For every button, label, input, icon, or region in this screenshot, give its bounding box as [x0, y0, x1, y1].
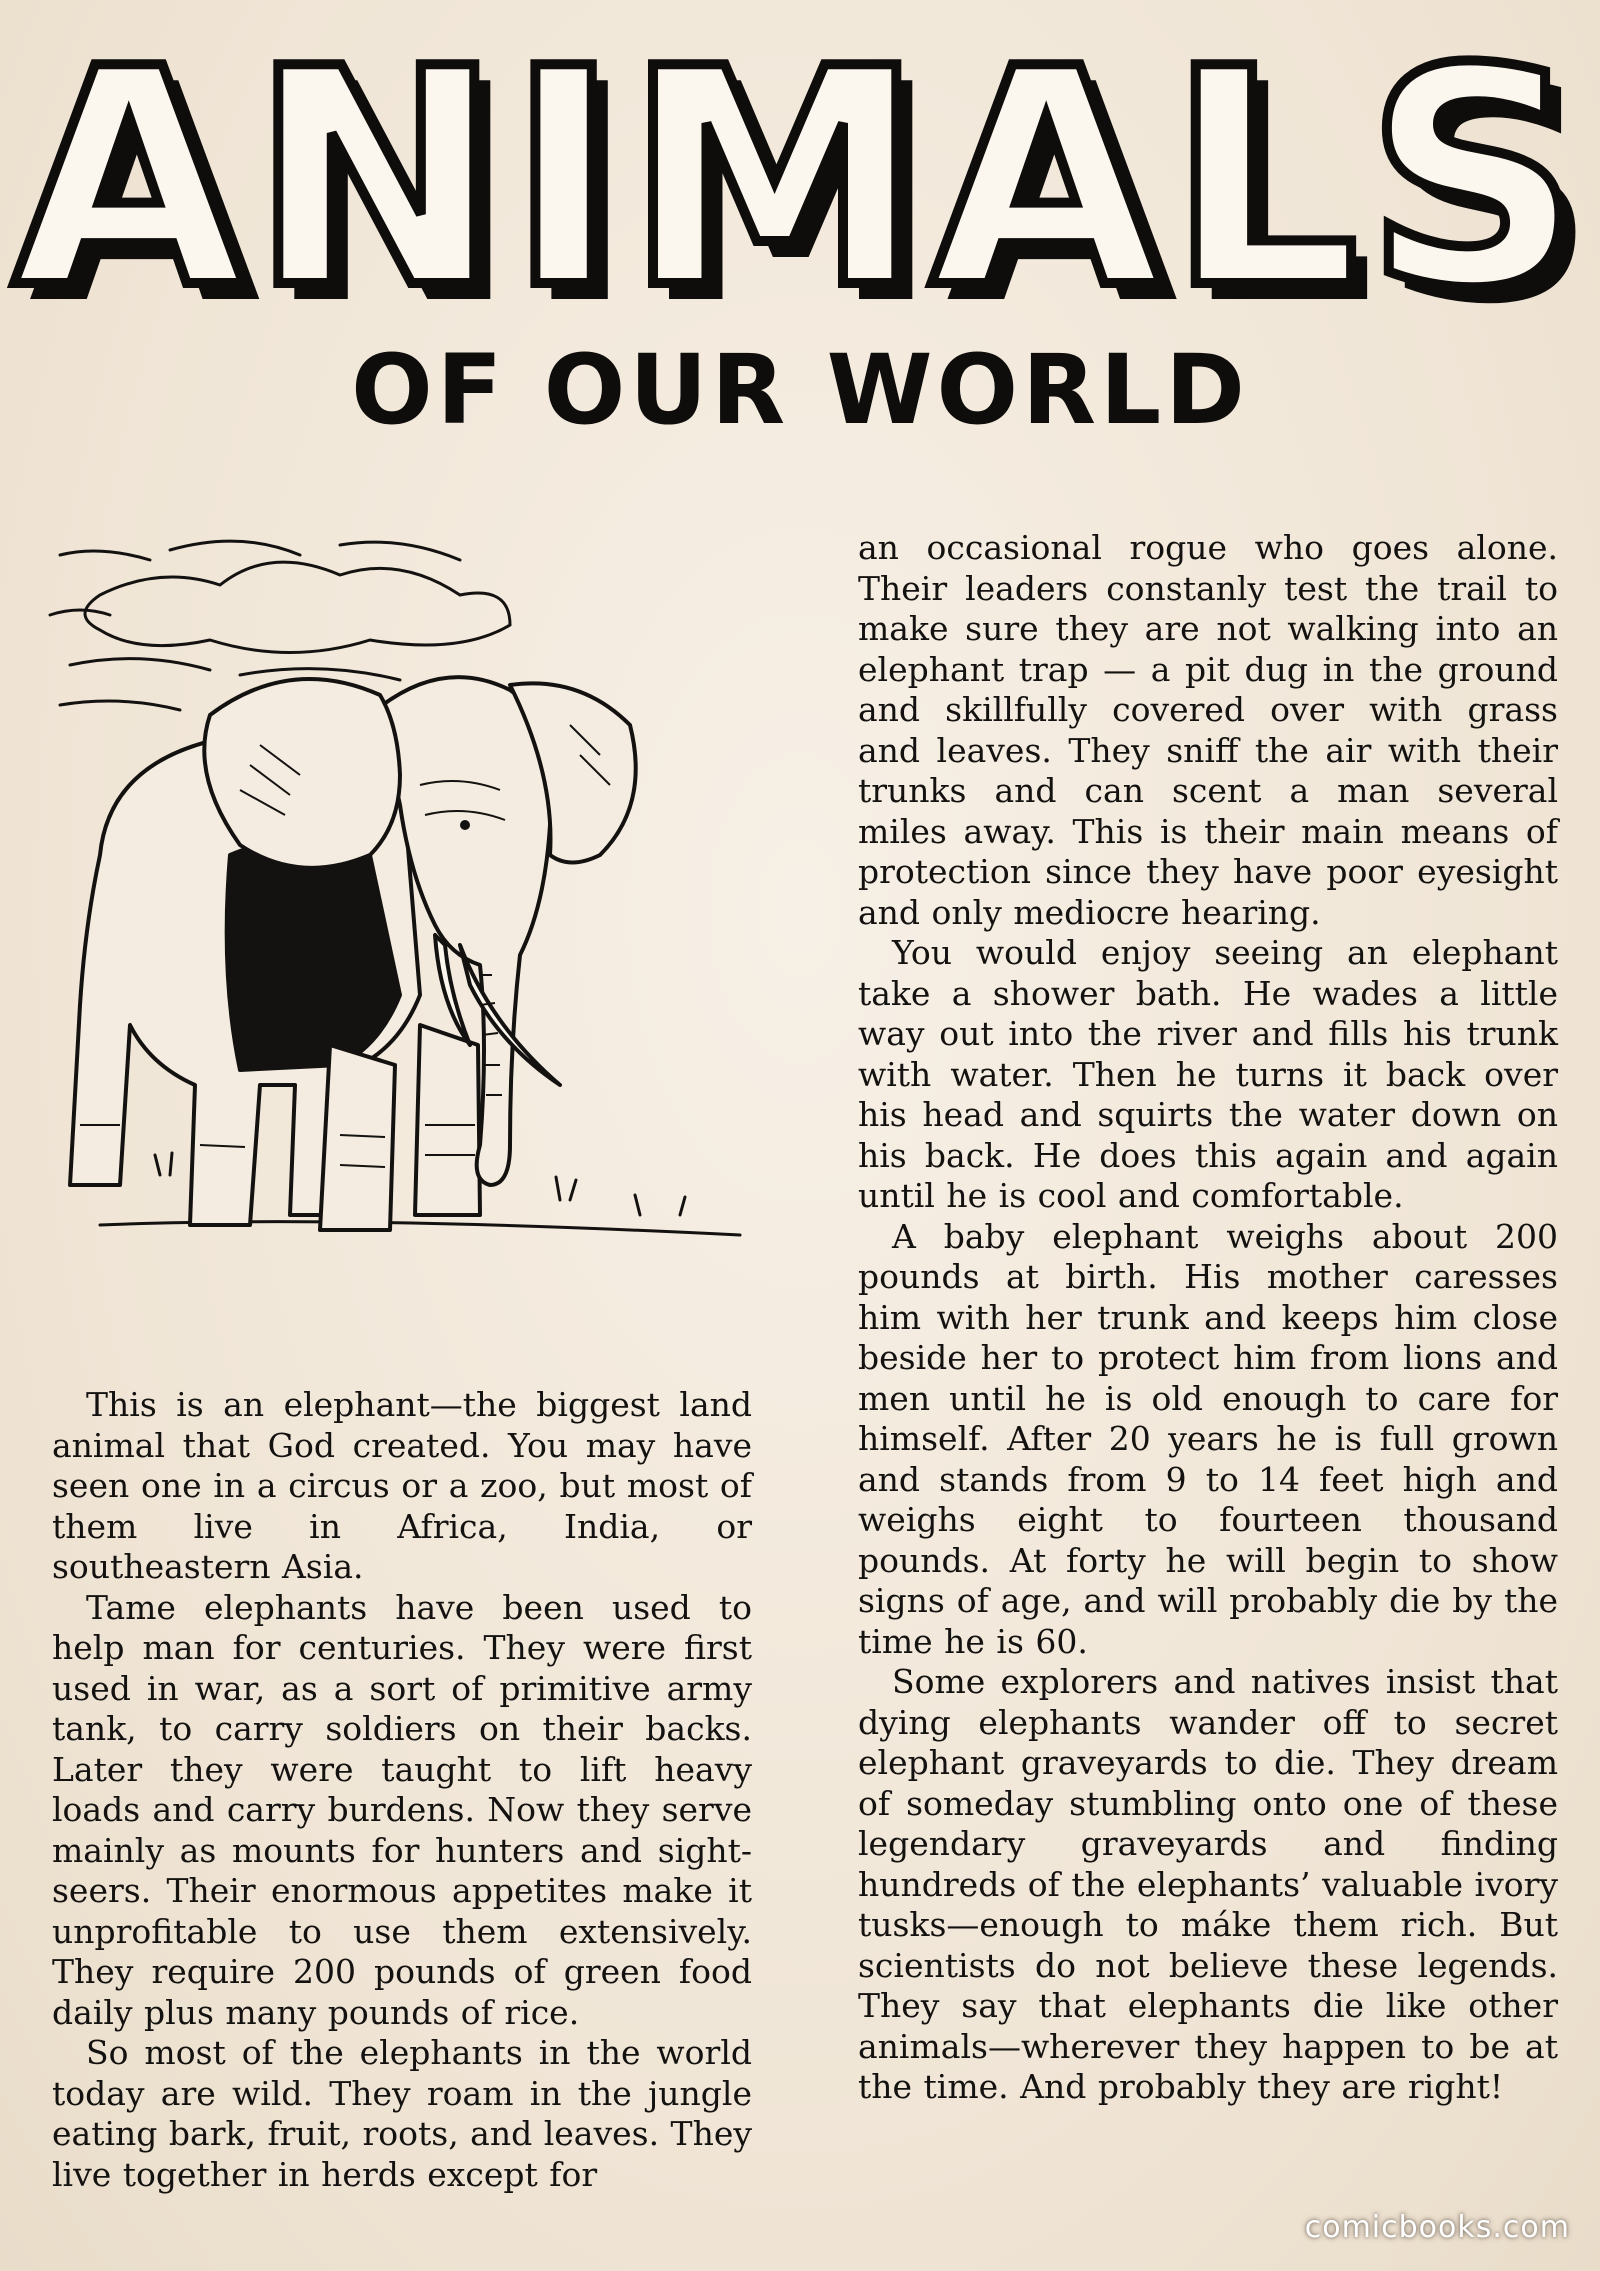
- right-column: [858, 528, 1558, 2108]
- paragraph: an occasional rogue who goes alone. Their leaders constanly test the trail to make sure they are not walking into an elephant trap — a pit dug in the ground and skillfully covered over with grass and leaves. They sniff the air with their trunks and can scent a man several miles away. This is their main means of protection since they have poor eyesight and only mediocre hearing.: [858, 528, 1558, 932]
- watermark: comicbooks.com: [1304, 2210, 1570, 2245]
- elephant-illustration-icon: [40, 525, 780, 1325]
- page-title: ANIMALS: [12, 5, 1588, 354]
- paragraph: So most of the elephants in the world today are wild. They roam in the jungle eating bark, fruit, roots, and leaves. They live together in herds except for: [52, 2033, 752, 2194]
- paragraph: This is an elephant—the biggest land animal that God created. You may have seen one in a circus or a zoo, but most of them live in Africa, India, or southeastern Asia.: [52, 1385, 752, 1586]
- paragraph: You would enjoy seeing an elephant take a shower bath. He wades a little way out into the river and fills his trunk with water. Then he turns it back over his head and squirts the water down on his back. He does this again and again until he is cool and comfortable.: [858, 933, 1558, 1215]
- left-column: [52, 1385, 752, 2195]
- page-subtitle: OF OUR WORLD: [351, 334, 1249, 446]
- paragraph: Some explorers and natives insist that dying elephants wander off to secret elephant graveyards to die. They dream of someday stumbling onto one of these legendary graveyards and finding hundreds of the elephants’ valuable ivory tusks—enough to máke them rich. But scientists do not believe these legends. They say that elephants die like other animals—wherever they happen to be at the time. And probably they are right!: [858, 1662, 1558, 2106]
- paragraph: A baby elephant weighs about 200 pounds at birth. His mother caresses him with her trunk and keeps him close beside her to protect him from lions and men until he is old enough to care for himself. After 20 years he is full grown and stands from 9 to 14 feet high and weighs eight to fourteen thousand pounds. At forty he will begin to show signs of age, and will probably die by the time he is 60.: [858, 1216, 1558, 1661]
- paragraph: Tame elephants have been used to help man for centuries. They were first used in war, as a sort of primitive army tank, to carry soldiers on their backs. Later they were taught to lift heavy loads and carry burdens. Now they serve mainly as mounts for hunters and sight-seers. Their enormous appetites make it unprofitable to use them extensively. They require 200 pounds of green food daily plus many pounds of rice.: [52, 1587, 752, 2032]
